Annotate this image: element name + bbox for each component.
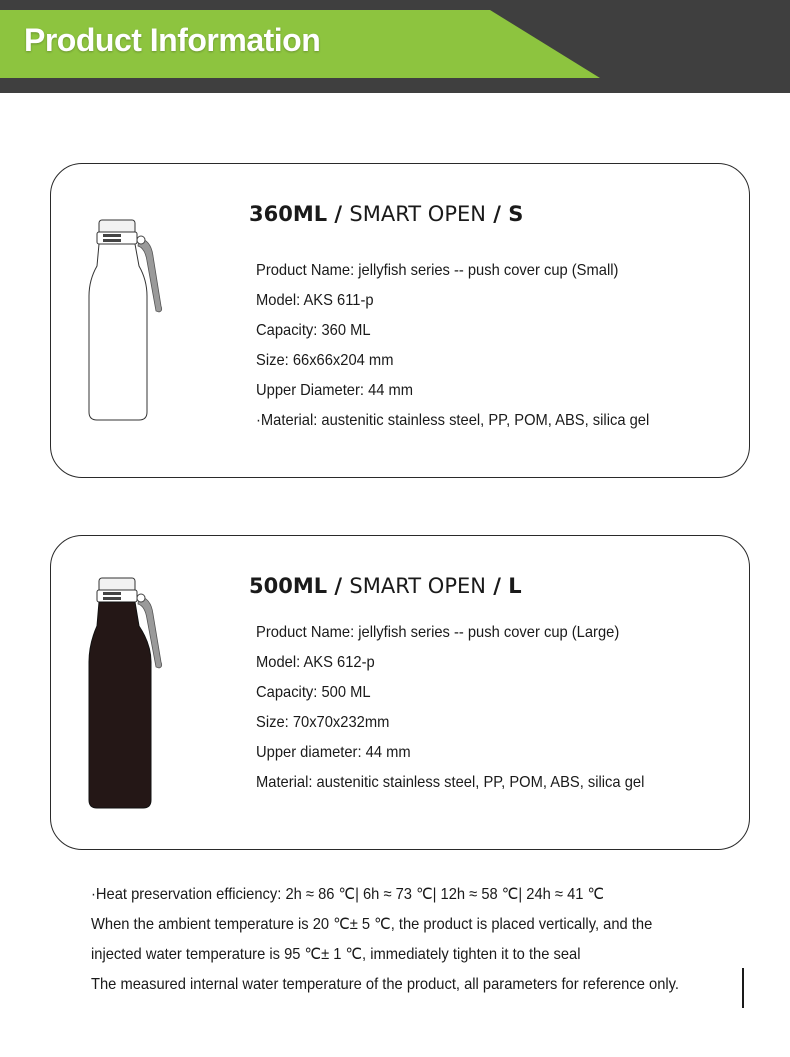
spec-upper-diameter: Upper Diameter: 44 mm xyxy=(256,382,414,399)
capacity-label: 500ML xyxy=(249,574,328,598)
spec-capacity: Capacity: 500 ML xyxy=(256,684,371,701)
note-reference-disclaimer: The measured internal water temperature of the product, all parameters for reference only. xyxy=(91,976,680,993)
spec-material: ·Material: austenitic stainless steel, PP, POM, ABS, silica gel xyxy=(256,412,650,429)
bottle-small-illustration xyxy=(81,216,171,426)
title-separator: / xyxy=(327,574,350,598)
size-label: S xyxy=(508,202,524,226)
title-separator: / xyxy=(485,202,509,226)
spec-model: Model: AKS 611-p xyxy=(256,292,374,309)
spec-upper-diameter: Upper diameter: 44 mm xyxy=(256,744,411,761)
note-ambient-conditions: When the ambient temperature is 20 ℃± 5 ℃, the product is placed vertically, and the xyxy=(91,916,653,933)
product-title xyxy=(249,574,522,598)
product-card-large xyxy=(50,535,750,850)
spec-model: Model: AKS 612-p xyxy=(256,654,375,671)
spec-capacity: Capacity: 360 ML xyxy=(256,322,371,339)
spec-product-name: Product Name: jellyfish series -- push cover cup (Large) xyxy=(256,624,620,641)
title-separator: / xyxy=(327,202,350,226)
capacity-label: 360ML xyxy=(249,202,328,226)
spec-material: Material: austenitic stainless steel, PP, POM, ABS, silica gel xyxy=(256,774,645,791)
title-separator: / xyxy=(485,574,509,598)
size-label: L xyxy=(508,574,522,598)
spec-list xyxy=(256,256,683,436)
product-card-small xyxy=(50,163,750,478)
note-water-temperature: injected water temperature is 95 ℃± 1 ℃, immediately tighten it to the seal xyxy=(91,946,581,963)
mode-label: SMART OPEN xyxy=(349,202,486,226)
product-title xyxy=(249,202,523,226)
spec-size: Size: 66x66x204 mm xyxy=(256,352,394,369)
spec-product-name: Product Name: jellyfish series -- push cover cup (Small) xyxy=(256,262,619,279)
vertical-divider xyxy=(742,968,744,1008)
bottle-large-illustration xyxy=(81,574,171,814)
mode-label: SMART OPEN xyxy=(349,574,486,598)
spec-size: Size: 70x70x232mm xyxy=(256,714,390,731)
notes-list xyxy=(91,880,730,1000)
spec-list xyxy=(256,618,678,798)
note-heat-efficiency: ·Heat preservation efficiency: 2h ≈ 86 ℃| 6h ≈ 73 ℃| 12h ≈ 58 ℃| 24h ≈ 41 ℃ xyxy=(91,886,605,903)
page-title: Product Information xyxy=(24,22,321,58)
